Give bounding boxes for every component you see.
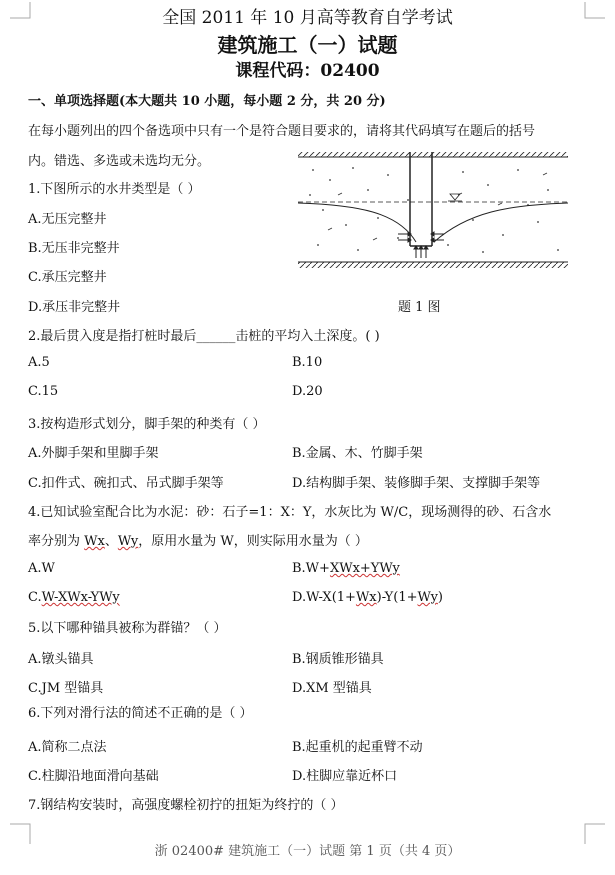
course-code: 课程代码：02400 xyxy=(235,61,380,81)
q4-option-d-wy: Wy xyxy=(417,590,438,605)
q4-wx-term: Wx xyxy=(84,534,105,549)
q4-option-a: A.W xyxy=(28,561,55,576)
q6-option-b: B.起重机的起重臂不动 xyxy=(292,740,423,755)
q1-option-c: C.承压完整井 xyxy=(28,270,107,285)
q2-stem: 2.最后贯入度是指打桩时最后______击桩的平均入土深度。( ) xyxy=(28,329,380,344)
q6-option-a: A.简称二点法 xyxy=(28,740,107,755)
q6-option-d: D.柱脚应靠近杯口 xyxy=(292,769,398,784)
q4-wy-term: Wy xyxy=(117,534,139,549)
q2-option-c: C.15 xyxy=(28,384,59,399)
q4-stem-part: 、 xyxy=(104,534,118,549)
q5-option-d: D.XM 型锚具 xyxy=(292,681,372,696)
q2-option-a: A.5 xyxy=(28,355,50,370)
q5-stem: 5.以下哪种锚具被称为群锚？（ ） xyxy=(28,621,227,636)
q3-option-c: C.扣件式、碗扣式、吊式脚手架等 xyxy=(28,476,224,491)
q4-stem-line-1: 4.已知试验室配合比为水泥：砂：石子=1：X：Y，水灰比为 W/C，现场测得的砂、石含水 xyxy=(28,505,552,520)
q4-option-d-part: ) xyxy=(437,590,443,605)
q4-option-b xyxy=(292,561,400,576)
q3-option-d: D.结构脚手架、装修脚手架、支撑脚手架等 xyxy=(292,476,541,491)
q4-option-c xyxy=(28,590,120,605)
q7-stem: 7.钢结构安装时，高强度螺栓初拧的扭矩为终拧的（ ） xyxy=(28,798,344,813)
q5-option-b: B.钢质锥形锚具 xyxy=(292,652,384,667)
q4-option-b-formula: XWx+YWy xyxy=(329,561,400,576)
q4-option-b-prefix: B.W+ xyxy=(292,561,330,576)
instructions-line-1: 在每小题列出的四个备选项中只有一个是符合题目要求的，请将其代码填写在题后的括号 xyxy=(28,124,536,139)
q5-option-a: A.镦头锚具 xyxy=(28,652,94,667)
q2-option-b: B.10 xyxy=(292,355,323,370)
q3-stem: 3.按构造形式划分，脚手架的种类有（ ） xyxy=(28,417,266,432)
q4-option-c-formula: W-XWx-YWy xyxy=(41,590,120,605)
q1-stem: 1.下图所示的水井类型是（ ） xyxy=(28,182,201,197)
q3-option-b: B.金属、木、竹脚手架 xyxy=(292,446,423,461)
q1-option-d: D.承压非完整井 xyxy=(28,300,121,315)
q4-stem-line-2 xyxy=(28,530,368,549)
q6-option-c: C.柱脚沿地面滑向基础 xyxy=(28,769,159,784)
q6-stem: 6.下列对滑行法的简述不正确的是（ ） xyxy=(28,706,253,721)
q1-option-b: B.无压非完整井 xyxy=(28,241,120,256)
q2-option-d: D.20 xyxy=(292,384,323,399)
q4-option-d-part: )-Y(1+ xyxy=(376,590,418,605)
q4-stem-part: 率分别为 xyxy=(28,534,85,549)
q4-option-d-part: D.W-X(1+ xyxy=(292,590,356,605)
q4-option-d-wx: Wx xyxy=(355,590,377,605)
q1-option-a: A.无压完整井 xyxy=(28,212,107,227)
q4-option-c-prefix: C. xyxy=(28,590,42,605)
well-diagram xyxy=(298,150,568,275)
exam-title: 全国 2011 年 10 月高等教育自学考试 xyxy=(162,8,453,28)
q3-option-a: A.外脚手架和里脚手架 xyxy=(28,446,159,461)
instructions-line-2: 内。错选、多选或未选均无分。 xyxy=(28,154,211,169)
figure-caption: 题 1 图 xyxy=(398,300,441,315)
q4-option-d xyxy=(292,590,443,605)
q4-stem-part: ，原用水量为 W，则实际用水量为（ ） xyxy=(138,534,368,549)
q5-option-c: C.JM 型锚具 xyxy=(28,681,104,696)
page-footer: 浙 02400# 建筑施工（一）试题 第 1 页（共 4 页） xyxy=(154,844,461,859)
section-heading: 一、单项选择题(本大题共 10 小题，每小题 2 分，共 20 分) xyxy=(28,94,386,109)
subject-title: 建筑施工（一）试题 xyxy=(217,33,398,57)
